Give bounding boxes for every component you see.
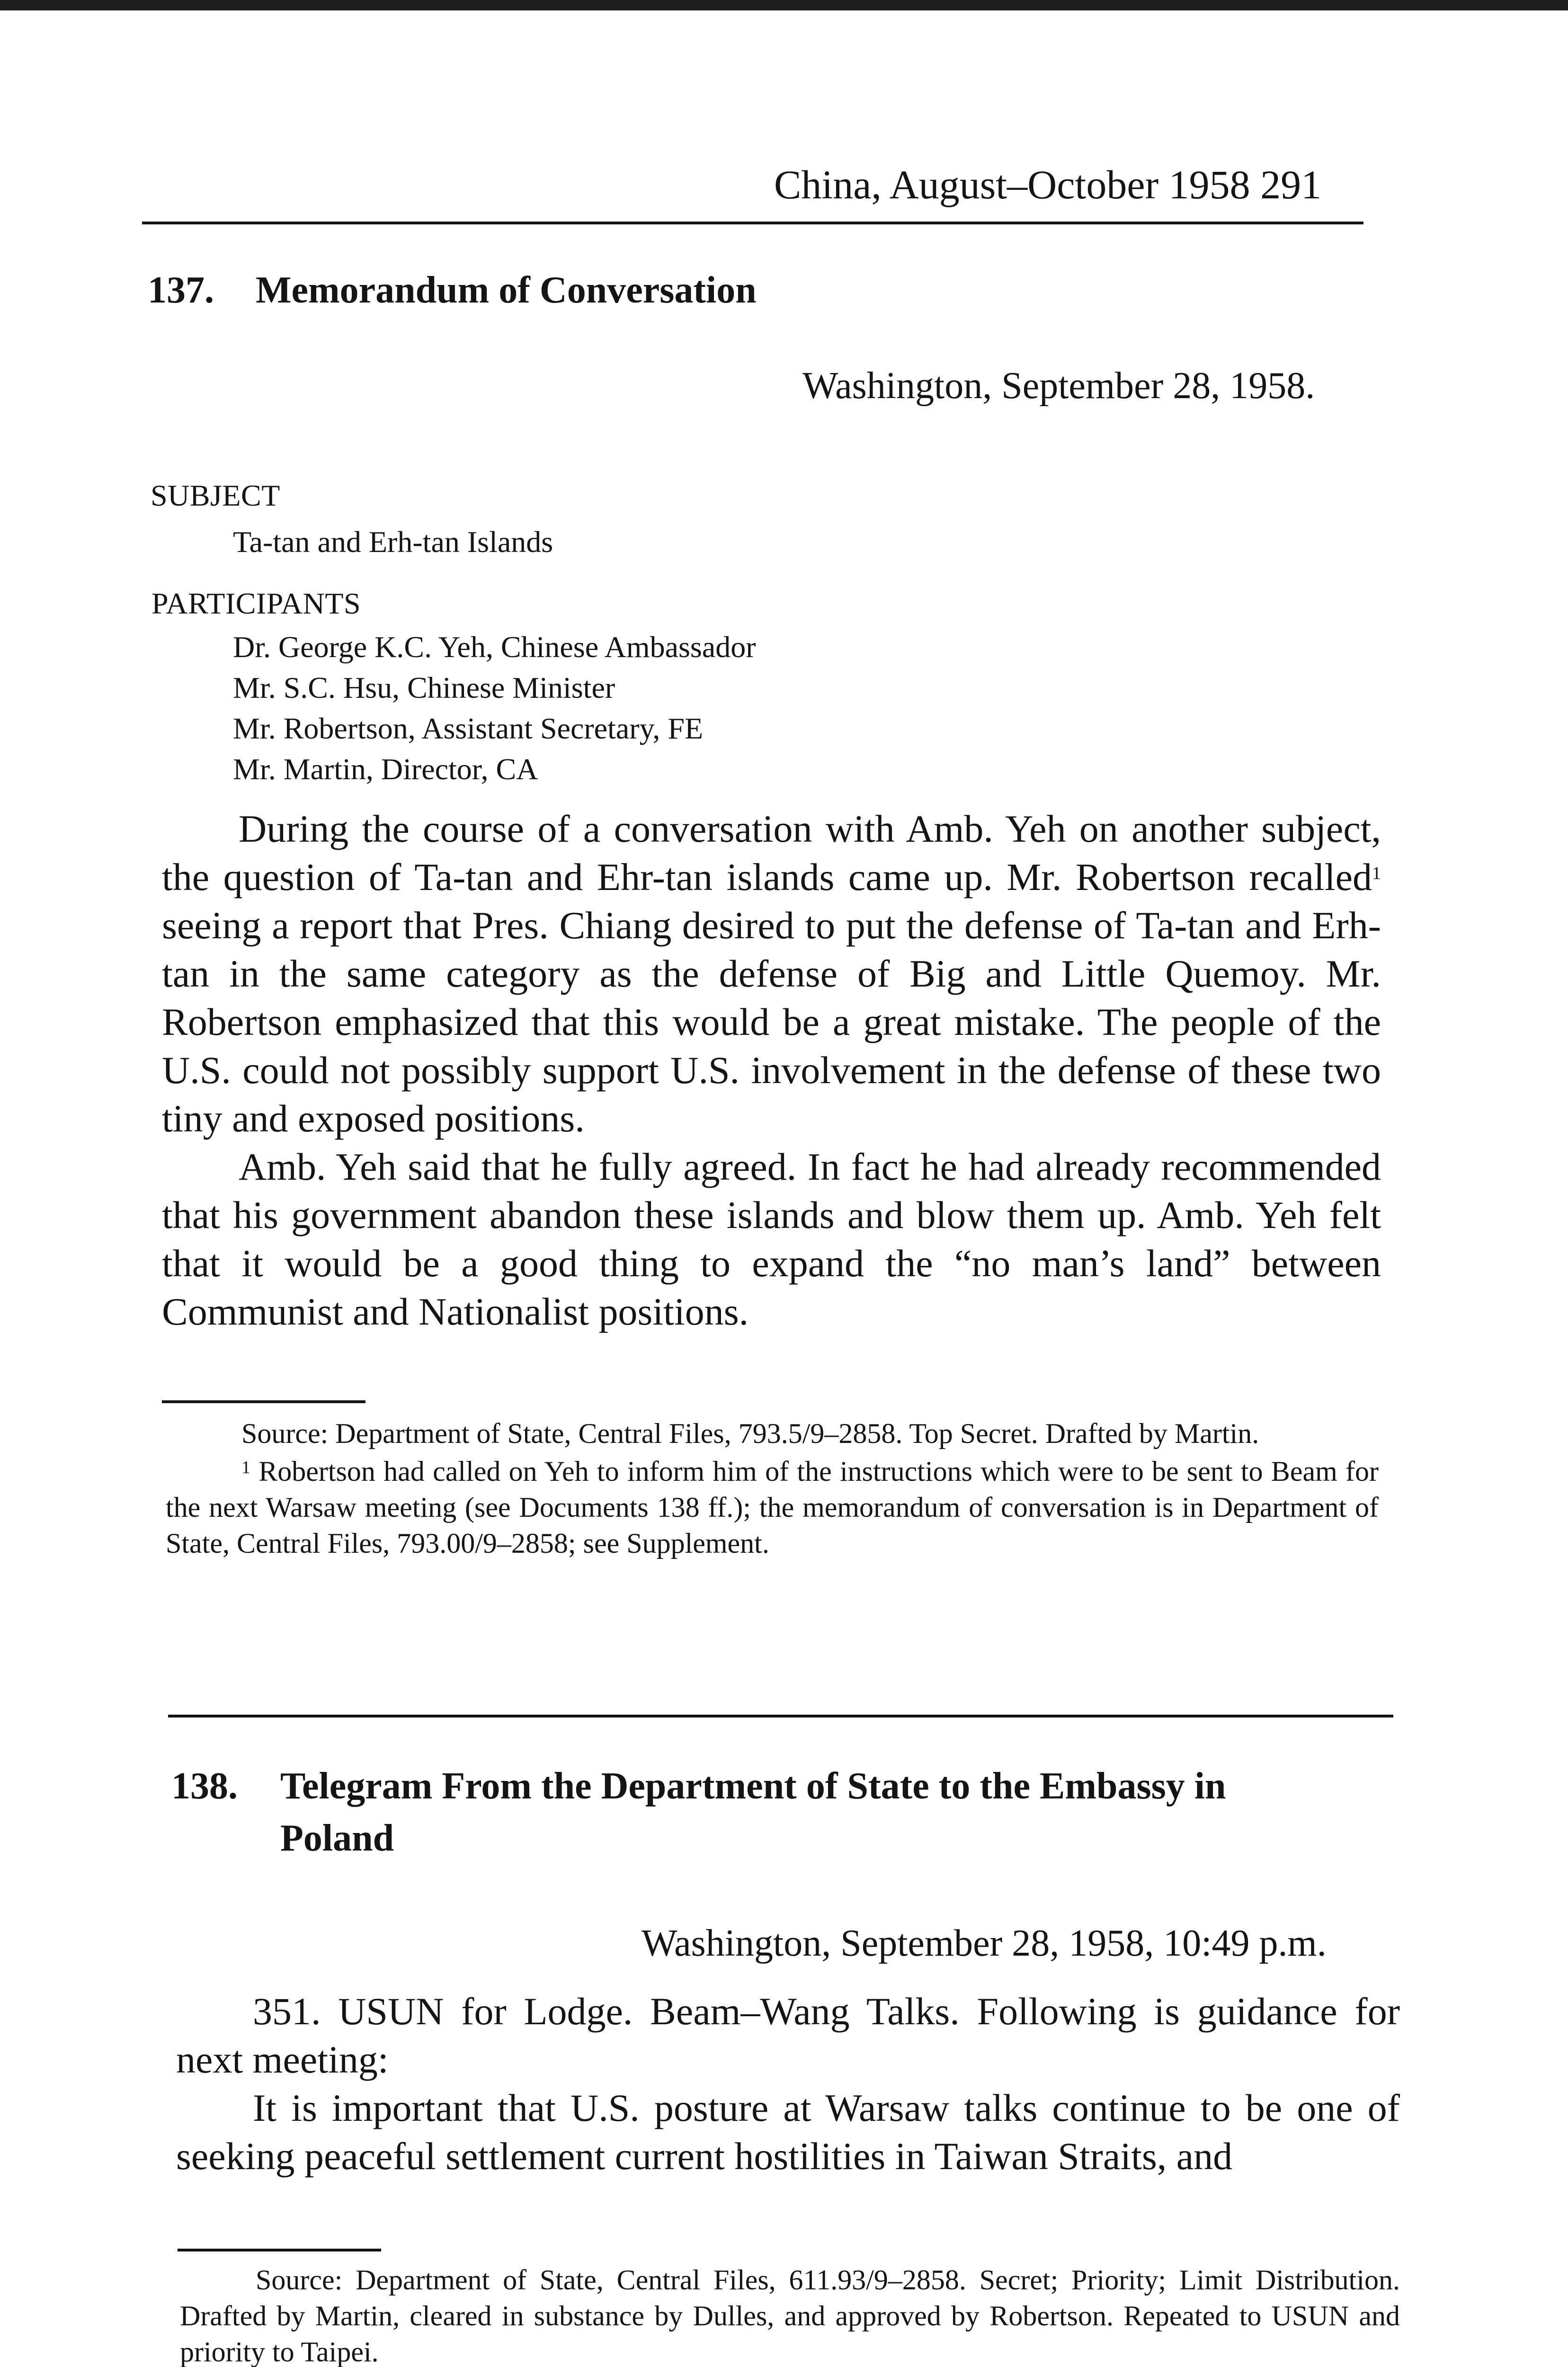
subject-text: Ta-tan and Erh-tan Islands xyxy=(233,525,553,559)
doc138-paragraph-2: It is important that U.S. posture at Warsaw talks continue to be one of seeking peaceful settlement current hostilities in Taiwan Straits, and xyxy=(176,2086,1400,2178)
header-rule xyxy=(142,222,1363,224)
doc138-footnotes xyxy=(180,2262,1400,2367)
footnote-rule xyxy=(178,2249,381,2251)
participant-item: Mr. S.C. Hsu, Chinese Minister xyxy=(233,671,615,704)
scan-top-edge xyxy=(0,0,1568,10)
subject-label: SUBJECT xyxy=(151,479,280,512)
footnote-reference: 1 xyxy=(1372,863,1381,883)
participant-item: Dr. George K.C. Yeh, Chinese Ambassador xyxy=(233,630,756,664)
doc138-source-note: Source: Department of State, Central Files, 611.93/9–2858. Secret; Priority; Limit Distribution. Drafted by Martin, cleared in substance by Dulles, and approved by Robertson. Repeated to USUN and priority to Taipei. xyxy=(180,2264,1400,2367)
participant-item: Mr. Robertson, Assistant Secretary, FE xyxy=(233,712,704,745)
doc138-place-date: Washington, September 28, 1958, 10:49 p.m. xyxy=(641,1922,1327,1964)
doc138-body xyxy=(176,1987,1400,2180)
doc137-paragraph-1: During the course of a conversation with Amb. Yeh on another subject, the question of Ta-tan and Ehr-tan islands came up. Mr. Robertson recalled$^1$ seeing a report that Pres. Chiang desired to put the defense of Ta-tan and Erh-tan in the same category as the defense of Big and Little Quemoy. Mr. Robertson emphasized that this would be a great mistake. The people of the U.S. could not possibly support U.S. involvement in the defense of these two tiny and exposed positions. xyxy=(162,807,1381,1140)
doc137-body xyxy=(162,805,1381,1336)
doc137-source-note: Source: Department of State, Central Files, 793.5/9–2858. Top Secret. Drafted by Martin. xyxy=(241,1418,1259,1449)
doc137-paragraph-2: Amb. Yeh said that he fully agreed. In fact he had already recommended that his government abandon these islands and blow them up. Amb. Yeh felt that it would be a good thing to expand the “no man’s land” between Communist and Nationalist positions. xyxy=(162,1145,1381,1333)
footnote-rule xyxy=(162,1400,365,1403)
doc138-heading xyxy=(171,1765,1226,1859)
participants-label: PARTICIPANTS xyxy=(151,587,361,620)
doc138-title-line2: Poland xyxy=(280,1817,394,1859)
doc137-heading xyxy=(148,269,757,312)
doc137-footnotes xyxy=(166,1415,1379,1561)
doc137-place-date: Washington, September 28, 1958. xyxy=(802,365,1315,407)
doc137-footnote-1: $^1$ Robertson had called on Yeh to inform him of the instructions which were to be sent to Beam for the next Warsaw meeting (see Documents 138 ff.); the memorandum of conversation is in Department of State, Central Files, 793.00/9–2858; see Supplement. xyxy=(166,1456,1379,1559)
doc137-title: Memorandum of Conversation xyxy=(256,269,757,311)
section-divider xyxy=(168,1715,1393,1717)
doc138-paragraph-1: 351. USUN for Lodge. Beam–Wang Talks. Following is guidance for next meeting: xyxy=(176,1990,1400,2081)
footnote-marker: 1 xyxy=(241,1458,250,1477)
running-head: China, August–October 1958 291 xyxy=(774,162,1322,207)
doc138-title-line1: Telegram From the Department of State to the Embassy in xyxy=(280,1765,1226,1807)
doc137-number: 137. xyxy=(148,269,214,311)
doc138-number: 138. xyxy=(171,1765,238,1807)
participant-item: Mr. Martin, Director, CA xyxy=(233,752,538,786)
